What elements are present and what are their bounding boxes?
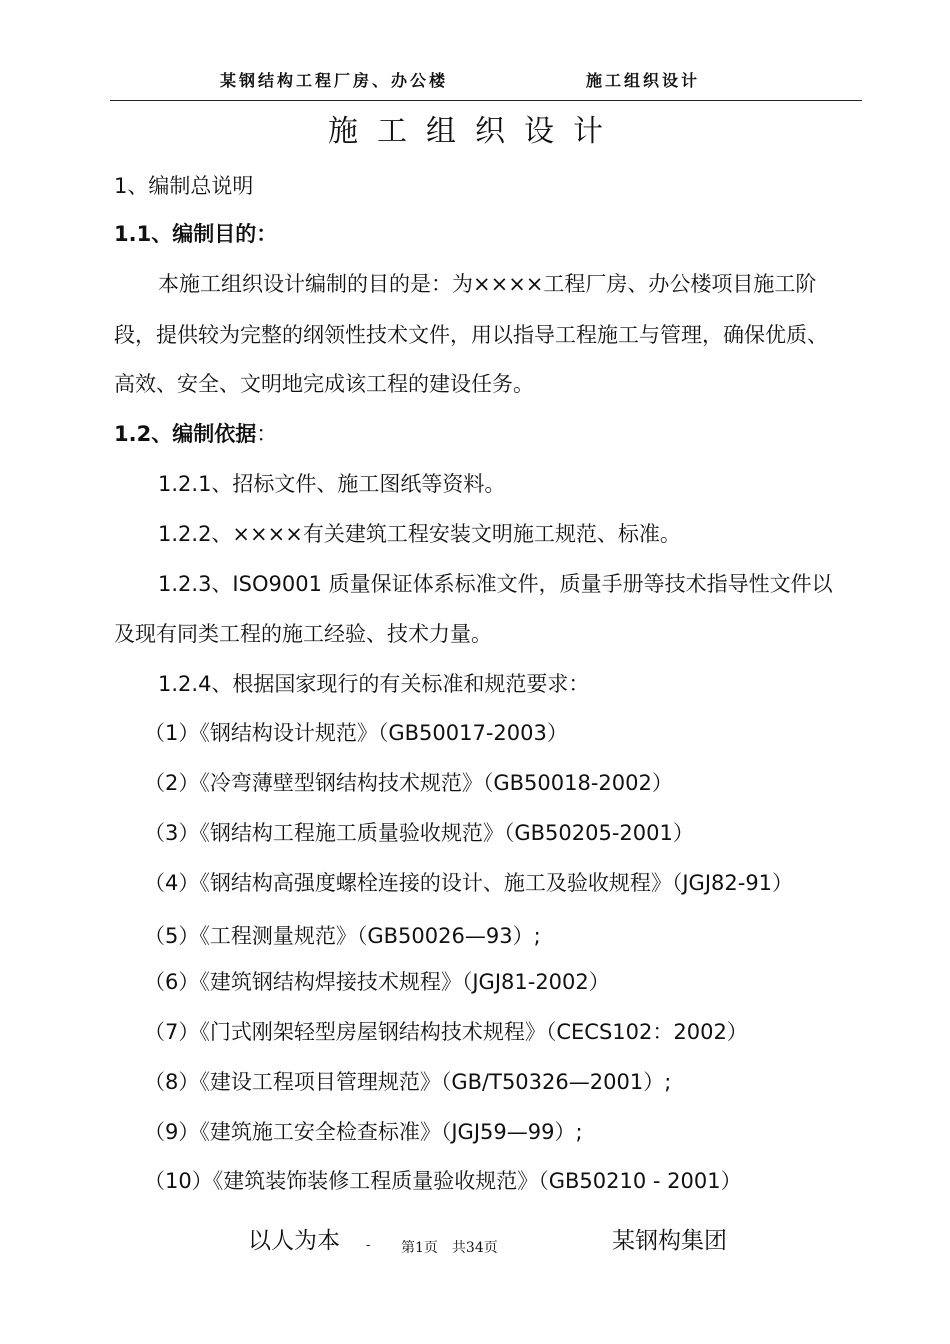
basis-item-1: 1.2.1、招标文件、施工图纸等资料。 [158, 472, 506, 496]
section-heading-1: 1、编制总说明 [114, 174, 254, 198]
section-heading-1-2 [114, 418, 277, 448]
basis-item-4: 1.2.4、根据国家现行的有关标准和规范要求： [158, 672, 590, 696]
standard-item: （8）《建设工程项目管理规范》（GB/T50326—2001）; [144, 1070, 672, 1094]
standard-item: （9）《建筑施工安全检查标准》（JGJ59—99）; [144, 1120, 583, 1144]
standard-item: （3）《钢结构工程施工质量验收规范》（GB50205-2001） [144, 821, 694, 845]
standard-item: （5）《工程测量规范》（GB50026—93）; [144, 924, 541, 948]
footer-motto: 以人为本 [248, 1228, 340, 1254]
standard-item: （4）《钢结构高强度螺栓连接的设计、施工及验收规程》（JGJ82-91） [144, 871, 794, 895]
footer-dash: - [366, 1238, 371, 1252]
section-heading-1-1: 1.1、编制目的： [114, 222, 278, 246]
basis-item-3: 1.2.3、ISO9001 质量保证体系标准文件，质量手册等技术指导性文件以 [158, 572, 833, 596]
standard-item: （10）《建筑装饰装修工程质量验收规范》（GB50210 - 2001） [144, 1169, 742, 1193]
purpose-line-2: 段，提供较为完整的纲领性技术文件，用以指导工程施工与管理，确保优质、 [114, 323, 828, 347]
standard-item: （6）《建筑钢结构焊接技术规程》（JGJ81-2002） [144, 970, 610, 994]
document-title: 施工组织设计 [328, 114, 622, 149]
page-number: 第1页 共34页 [401, 1240, 498, 1256]
purpose-line-1: 本施工组织设计编制的目的是：为××××工程厂房、办公楼项目施工阶 [158, 272, 817, 296]
footer-company: 某钢构集团 [612, 1228, 727, 1254]
header-project-name: 某钢结构工程厂房、办公楼 [220, 71, 449, 90]
header-doc-type: 施工组织设计 [586, 71, 701, 90]
standard-item: （1）《钢结构设计规范》（GB50017-2003） [144, 721, 568, 745]
section-heading-1-2-colon: ： [256, 422, 278, 446]
basis-item-3-cont: 及现有同类工程的施工经验、技术力量。 [114, 622, 492, 646]
standard-item: （7）《门式刚架轻型房屋钢结构技术规程》（CECS102：2002） [144, 1020, 748, 1044]
purpose-line-3: 高效、安全、文明地完成该工程的建设任务。 [114, 372, 534, 396]
basis-item-2: 1.2.2、××××有关建筑工程安装文明施工规范、标准。 [158, 522, 681, 546]
standard-item: （2）《冷弯薄壁型钢结构技术规范》（GB50018-2002） [144, 771, 673, 795]
section-heading-1-2-label: 1.2、编制依据 [114, 422, 257, 446]
